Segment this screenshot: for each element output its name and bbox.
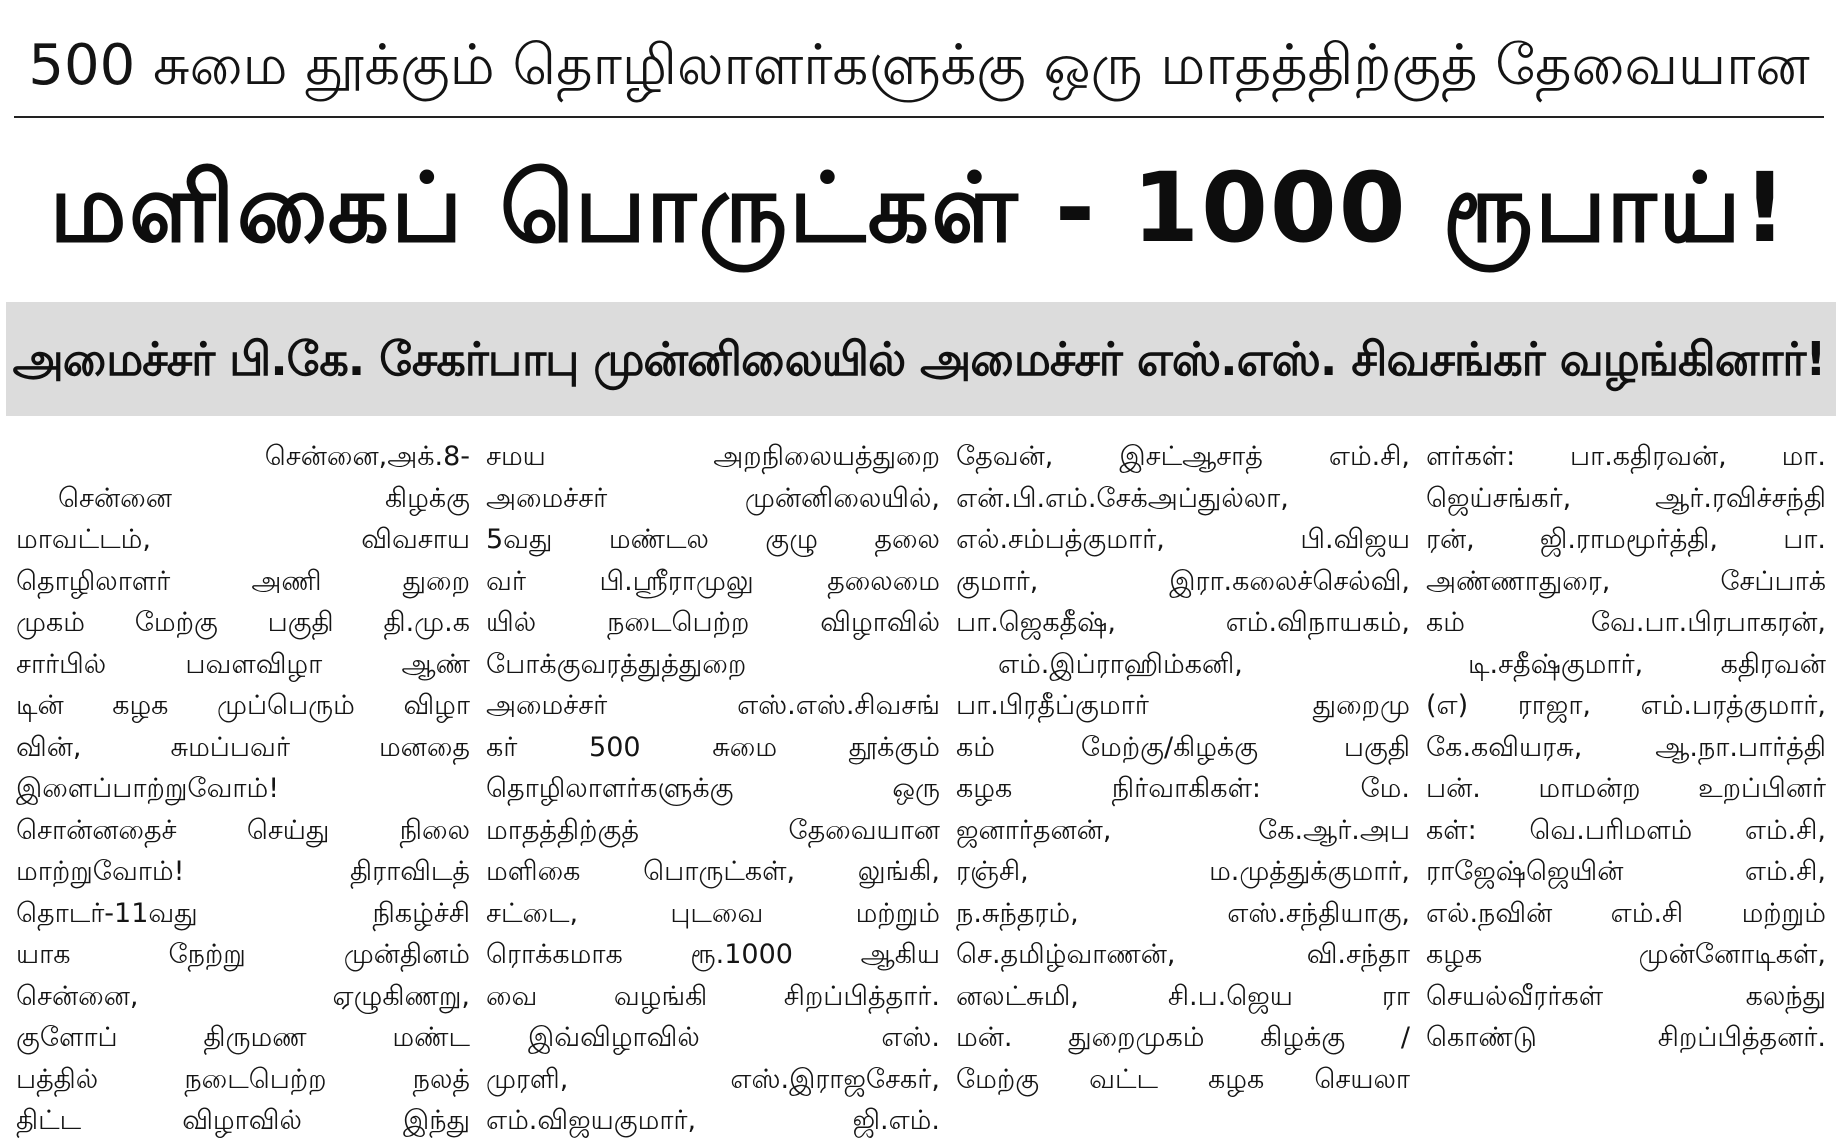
article-line: ரன், ஜி.ராமமூர்த்தி, பா. — [1426, 524, 1826, 555]
article-line: ளர்கள்: பா.கதிரவன், மா. — [1426, 441, 1826, 472]
article-line: மேற்கு வட்ட கழக செயலா — [956, 1063, 1410, 1095]
article-line: மாவட்டம், விவசாய — [16, 524, 470, 555]
article-line: மாதத்திற்குத் தேவையான — [486, 814, 940, 846]
article-line: ரஞ்சி, ம.முத்துக்குமார், — [956, 856, 1410, 887]
article-line: குளோப் திருமண மண்ட — [16, 1022, 470, 1053]
article-line: 5வது மண்டல குழு தலை — [486, 524, 940, 555]
headline-divider — [14, 116, 1824, 118]
article-line: என்.பி.எம்.சேக்அப்துல்லா, — [956, 482, 1289, 514]
article-line: எல்.நவின் எம்.சி மற்றும் — [1426, 897, 1826, 929]
article-line: கம் வே.பா.பிரபாகரன், — [1426, 607, 1826, 638]
article-line: முரளி, எஸ்.இராஜசேகர், — [486, 1063, 940, 1095]
article-line: தொடர்-11வது நிகழ்ச்சி — [16, 897, 470, 929]
article-line: அமைச்சர் எஸ்.எஸ்.சிவசங் — [486, 690, 940, 721]
article-line: மாற்றுவோம்! திராவிடத் — [16, 856, 470, 887]
article-column-1 — [8, 436, 478, 1141]
article-line: னலட்சுமி, சி.ப.ஜெய ரா — [956, 980, 1410, 1012]
article-line: ரொக்கமாக ரூ.1000 ஆகிய — [486, 939, 940, 970]
article-line: முகம் மேற்கு பகுதி தி.மு.க — [16, 607, 470, 638]
article-line: திட்ட விழாவில் இந்து — [16, 1105, 470, 1136]
article-line: கொண்டு சிறப்பித்தனர். — [1426, 1022, 1826, 1053]
article-line: எம்.இப்ராஹிம்கனி, — [998, 648, 1243, 680]
article-line: இவ்விழாவில் எஸ். — [528, 1022, 940, 1053]
article-line: மளிகை பொருட்கள், லுங்கி, — [486, 856, 940, 887]
article-line: ந.சுந்தரம், எஸ்.சந்தியாகு, — [956, 897, 1410, 929]
article-line: தொழிலாளர்களுக்கு ஒரு — [486, 773, 940, 804]
article-line: கர் 500 சுமை தூக்கும் — [486, 731, 940, 763]
article-line: சொன்னதைச் செய்து நிலை — [16, 814, 470, 846]
article-line: பா.பிரதீப்குமார் துறைமு — [956, 690, 1410, 721]
article-line: டி.சதீஷ்குமார், கதிரவன் — [1468, 648, 1826, 680]
article-column-2 — [478, 436, 948, 1141]
article-line: தேவன், இசட்ஆசாத் எம்.சி, — [956, 441, 1410, 472]
article-line: பா.ஜெகதீஷ், எம்.விநாயகம், — [956, 607, 1410, 638]
article-line: கழக நிர்வாகிகள்: மே. — [956, 773, 1410, 804]
article-line: செ.தமிழ்வாணன், வி.சந்தா — [956, 939, 1410, 970]
article-column-4 — [1418, 436, 1834, 1141]
article-line: ஜெய்சங்கர், ஆர்.ரவிச்சந்தி — [1426, 482, 1826, 514]
article-line: சென்னை,அக்.8- — [264, 441, 470, 472]
article-line: யாக நேற்று முன்தினம் — [16, 939, 470, 970]
kicker-headline: 500 சுமை தூக்கும் தொழிலாளர்களுக்கு ஒரு மாதத்திற்குத் தேவையான — [28, 33, 1810, 98]
article-line: டின் கழக முப்பெரும் விழா — [16, 690, 470, 721]
article-line: எல்.சம்பத்குமார், பி.விஜய — [956, 524, 1410, 555]
article-line: சார்பில் பவளவிழா ஆண் — [16, 648, 470, 680]
article-line: ஜனார்தனன், கே.ஆர்.அப — [956, 814, 1410, 846]
article-line: (எ) ராஜா, எம்.பரத்குமார், — [1426, 690, 1826, 721]
article-line: இளைப்பாற்றுவோம்! — [16, 773, 280, 804]
article-line: போக்குவரத்துத்துறை — [486, 648, 747, 680]
article-line: பன். மாமன்ற உறப்பினர் — [1426, 773, 1826, 804]
article-line: வர் பி.ஸ்ரீராமுலு தலைமை — [486, 565, 940, 597]
main-headline: மளிகைப் பொருட்கள் - 1000 ரூபாய்! — [49, 152, 1789, 264]
article-line: சென்னை கிழக்கு — [58, 482, 470, 514]
article-line: சென்னை, ஏழுகிணறு, — [16, 980, 470, 1012]
article-columns — [8, 436, 1834, 1141]
article-line: பத்தில் நடைபெற்ற நலத் — [16, 1063, 470, 1095]
article-line: அண்ணாதுரை, சேப்பாக் — [1426, 565, 1826, 597]
article-line: கே.கவியரசு, ஆ.நா.பார்த்தி — [1426, 731, 1826, 763]
article-line: கழக முன்னோடிகள், — [1426, 939, 1826, 970]
article-line: வின், சுமப்பவர் மனதை — [16, 731, 470, 763]
article-line: கள்: வெ.பரிமளம் எம்.சி, — [1426, 814, 1826, 846]
article-line: செயல்வீரர்கள் கலந்து — [1426, 980, 1826, 1012]
article-line: யில் நடைபெற்ற விழாவில் — [486, 607, 940, 638]
article-line: மன். துறைமுகம் கிழக்கு / — [956, 1022, 1410, 1053]
article-line: கம் மேற்கு/கிழக்கு பகுதி — [956, 731, 1410, 763]
article-line: ராஜேஷ்ஜெயின் எம்.சி, — [1426, 856, 1826, 887]
article-line: தொழிலாளர் அணி துறை — [16, 565, 470, 597]
article-column-3 — [948, 436, 1418, 1141]
article-line: அமைச்சர் முன்னிலையில், — [486, 482, 940, 514]
article-line: சமய அறநிலையத்துறை — [486, 441, 940, 472]
article-line: வை வழங்கி சிறப்பித்தார். — [486, 980, 940, 1012]
article-line: சட்டை, புடவை மற்றும் — [486, 897, 940, 929]
article-line: எம்.விஜயகுமார், ஜி.எம். — [486, 1105, 940, 1136]
subheadline: அமைச்சர் பி.கே. சேகர்பாபு முன்னிலையில் அமைச்சர் எஸ்.எஸ். சிவசங்கர் வழங்கினார்! — [12, 332, 1826, 386]
article-line: குமார், இரா.கலைச்செல்வி, — [956, 565, 1410, 597]
